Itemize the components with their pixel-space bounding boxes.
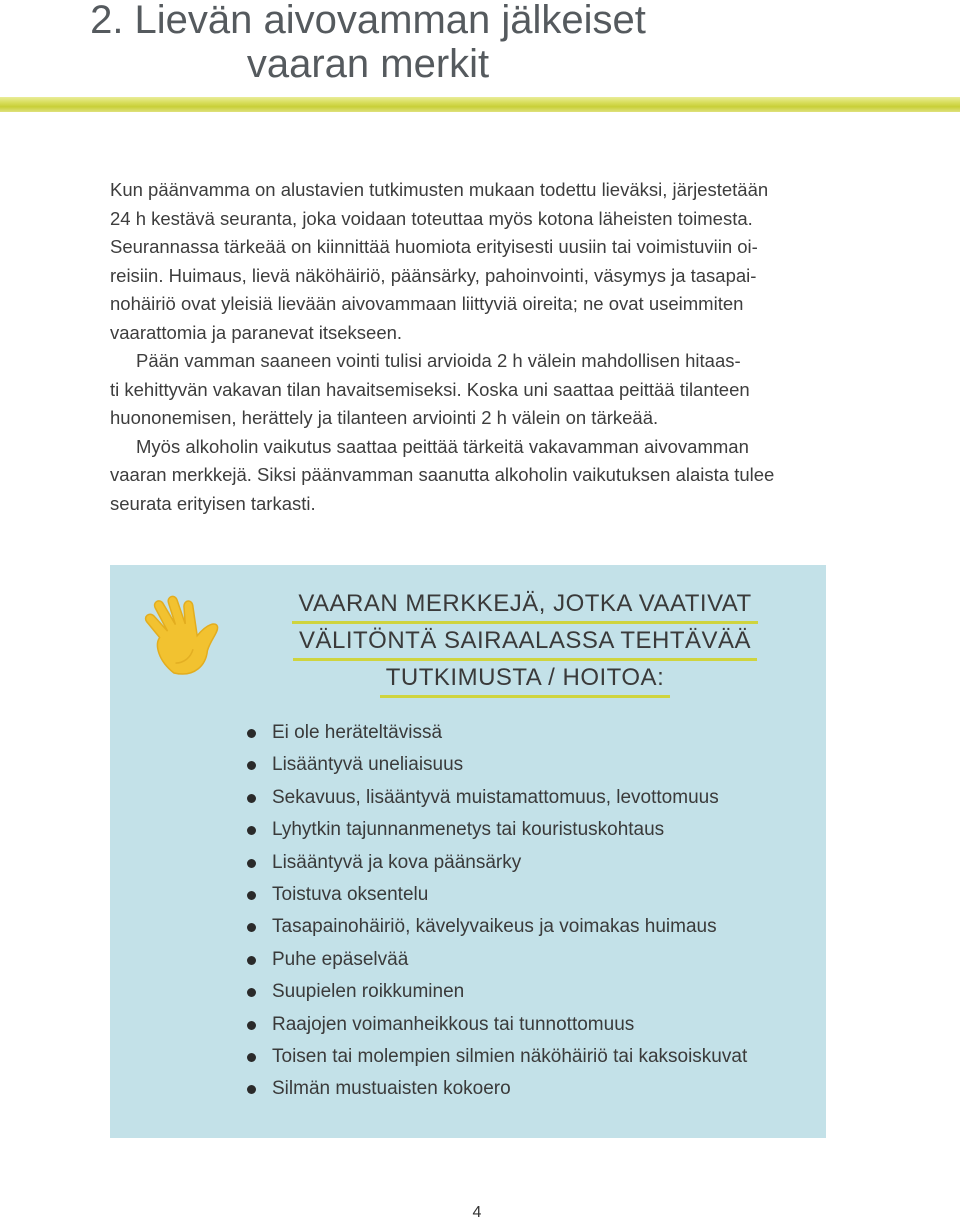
text-line: reisiin. Huimaus, lievä näköhäiriö, päänsärky, pahoinvointi, väsymys ja tasapai- [110,264,757,286]
bullet-icon [247,956,256,965]
text-line: ti kehittyvän vakavan tilan havaitsemiseksi. Koska uni saattaa peittää tilanteen [110,378,750,400]
title-accent-rule [0,97,960,112]
heading-line-3: TUTKIMUSTA / HOITOA: [380,661,670,698]
list-item: Lyhytkin tajunnanmenetys tai kouristuskohtaus [110,814,747,846]
heading-line-1: VAARAN MERKKEJÄ, JOTKA VAATIVAT [292,587,757,624]
bullet-icon [247,729,256,738]
bullet-icon [247,988,256,997]
text-line: vaarattomia ja paranevat itsekseen. [110,321,403,343]
text-line: seurata erityisen tarkasti. [110,492,316,514]
bullet-icon [247,761,256,770]
text-line: vaaran merkkejä. Siksi päänvamman saanutta alkoholin vaikutuksen alaista tulee [110,464,775,485]
list-item: Toistuva oksentelu [110,879,747,911]
text-line: Myös alkoholin vaikutus saattaa peittää tärkeitä vakavamman aivovamman [136,435,749,457]
title-line-2: vaaran merkit [246,42,490,86]
list-item: Silmän mustuaisten kokoero [110,1073,747,1105]
bullet-icon [247,859,256,868]
chapter-title [0,0,960,112]
warning-signs-box [110,565,826,1138]
warning-heading [230,587,820,698]
list-item: Sekavuus, lisääntyvä muistamattomuus, levottomuus [110,782,747,814]
bullet-icon [247,1021,256,1030]
bullet-icon [247,1053,256,1062]
bullet-icon [247,826,256,835]
text-line: nohäiriö ovat yleisiä lievään aivovammaan liittyviä oireita; ne ovat useimmiten [110,293,744,314]
list-item: Puhe epäselvää [110,944,747,976]
list-item: Raajojen voimanheikkous tai tunnottomuus [110,1009,747,1041]
text-line: huononemisen, herättely ja tilanteen arviointi 2 h välein on tärkeää. [110,407,659,428]
list-item: Tasapainohäiriö, kävelyvaikeus ja voimakas huimaus [110,911,747,943]
heading-line-2: VÄLITÖNTÄ SAIRAALASSA TEHTÄVÄÄ [293,624,757,661]
bullet-icon [247,891,256,900]
page-number: 4 [472,1204,482,1221]
bullet-icon [247,923,256,932]
text-line: Seurannassa tärkeää on kiinnittää huomiota erityisesti uusiin tai voimistuviin oi- [110,236,758,257]
text-line: 24 h kestävä seuranta, joka voidaan toteuttaa myös kotona läheisten toimesta. [110,207,753,229]
title-line-1: 2. Lievän aivovamman jälkeiset [90,0,646,42]
list-item: Lisääntyvä ja kova päänsärky [110,847,747,879]
bullet-icon [247,1085,256,1094]
intro-text [110,176,830,518]
list-item: Toisen tai molempien silmien näköhäiriö tai kaksoiskuvat [110,1041,747,1073]
list-item: Lisääntyvä uneliaisuus [110,749,747,781]
bullet-icon [247,794,256,803]
text-line: Kun päänvamma on alustavien tutkimusten mukaan todettu lieväksi, järjestetään [110,179,769,200]
warning-signs-list [110,717,747,1106]
list-item: Ei ole heräteltävissä [110,717,747,749]
text-line: Pään vamman saaneen vointi tulisi arvioida 2 h välein mahdollisen hitaas- [136,350,741,371]
list-item: Suupielen roikkuminen [110,976,747,1008]
